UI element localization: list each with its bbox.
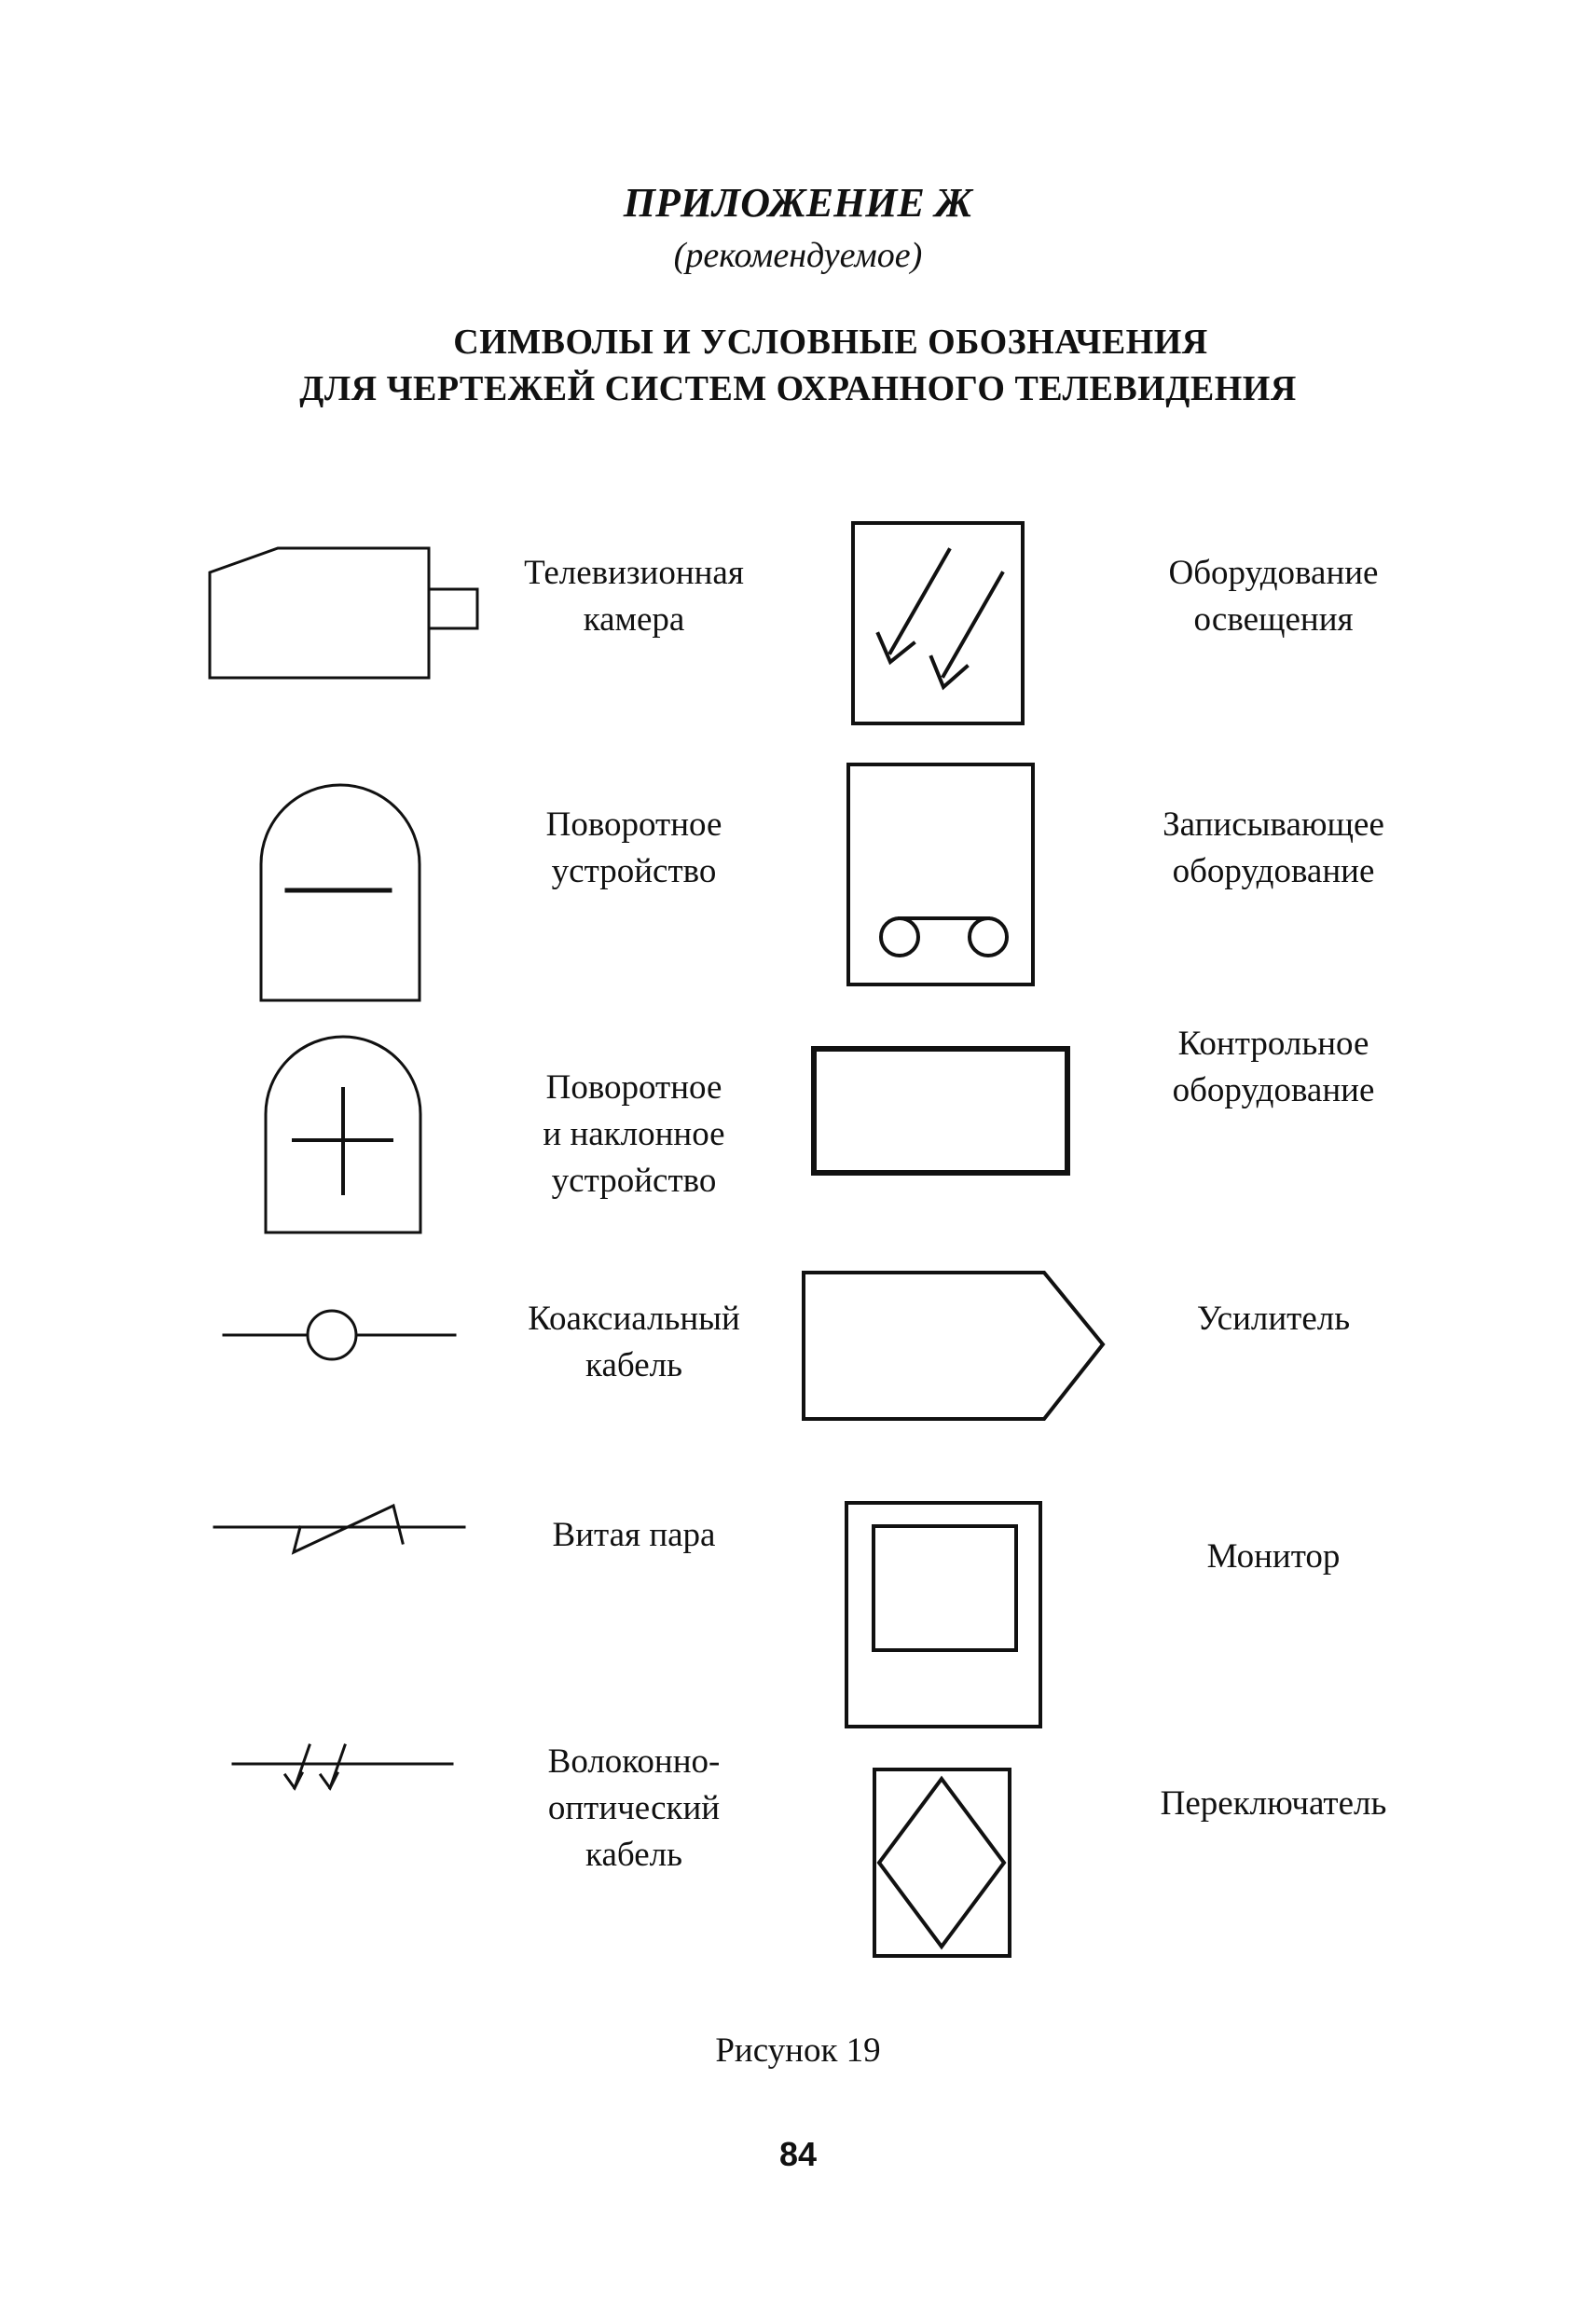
label-line: оборудование <box>1172 852 1375 890</box>
label-line: оптический <box>547 1789 721 1827</box>
page-number: 84 <box>778 2135 818 2173</box>
label-line: Телевизионная <box>524 554 744 592</box>
label-line: Контрольное <box>1177 1025 1369 1063</box>
twisted-pair-icon <box>214 1506 464 1552</box>
label-coaxial-cable <box>494 1296 774 1389</box>
label-line: Записывающее <box>1163 805 1384 844</box>
figure-caption: Рисунок 19 <box>715 2031 881 2070</box>
label-line: Коаксиальный <box>528 1300 740 1338</box>
label-line: освещения <box>1193 600 1354 639</box>
label-line: устройство <box>551 852 717 890</box>
label-monitor <box>1134 1534 1413 1580</box>
label-line: Усилитель <box>1196 1300 1351 1338</box>
monitor-icon <box>846 1503 1040 1727</box>
label-twisted-pair <box>494 1512 774 1559</box>
label-line: и наклонное <box>543 1115 725 1153</box>
label-tv-camera <box>494 550 774 643</box>
appendix-status: (рекомендуемое) <box>673 236 923 275</box>
pan-tilt-device-icon <box>266 1037 420 1232</box>
label-pan-device <box>494 802 774 895</box>
label-line: камера <box>583 600 685 639</box>
coaxial-cable-icon <box>224 1311 455 1359</box>
label-fiber-optic-cable <box>494 1739 774 1879</box>
fiber-optic-cable-icon <box>233 1745 452 1788</box>
label-line: кабель <box>585 1346 682 1384</box>
label-pan-tilt-device <box>494 1065 774 1205</box>
label-line: Поворотное <box>545 1068 722 1107</box>
label-line: Оборудование <box>1168 554 1379 592</box>
appendix-heading: ПРИЛОЖЕНИЕ Ж <box>623 180 973 226</box>
document-title-line-2: ДЛЯ ЧЕРТЕЖЕЙ СИСТЕМ ОХРАННОГО ТЕЛЕВИДЕНИЯ <box>299 369 1297 408</box>
control-equipment-icon <box>814 1049 1067 1173</box>
tv-camera-icon <box>210 548 477 678</box>
recording-equipment-icon <box>848 764 1033 984</box>
label-recording-equipment <box>1134 802 1413 895</box>
lighting-equipment-icon <box>853 523 1023 723</box>
label-line: Переключатель <box>1160 1784 1387 1823</box>
switch-icon <box>874 1769 1010 1956</box>
label-line: Поворотное <box>545 805 722 844</box>
label-amplifier <box>1134 1296 1413 1342</box>
label-line: Витая пара <box>552 1516 716 1554</box>
label-switch <box>1134 1781 1413 1827</box>
label-line: оборудование <box>1172 1071 1375 1109</box>
pan-device-icon <box>261 785 420 1000</box>
label-lighting-equipment <box>1134 550 1413 643</box>
amplifier-icon <box>804 1273 1103 1419</box>
label-control-equipment <box>1134 1021 1413 1114</box>
label-line: Монитор <box>1206 1537 1341 1576</box>
document-title-line-1: СИМВОЛЫ И УСЛОВНЫЕ ОБОЗНАЧЕНИЯ <box>453 323 1208 362</box>
label-line: Волоконно- <box>547 1742 721 1781</box>
label-line: устройство <box>551 1162 717 1200</box>
label-line: кабель <box>585 1836 682 1874</box>
